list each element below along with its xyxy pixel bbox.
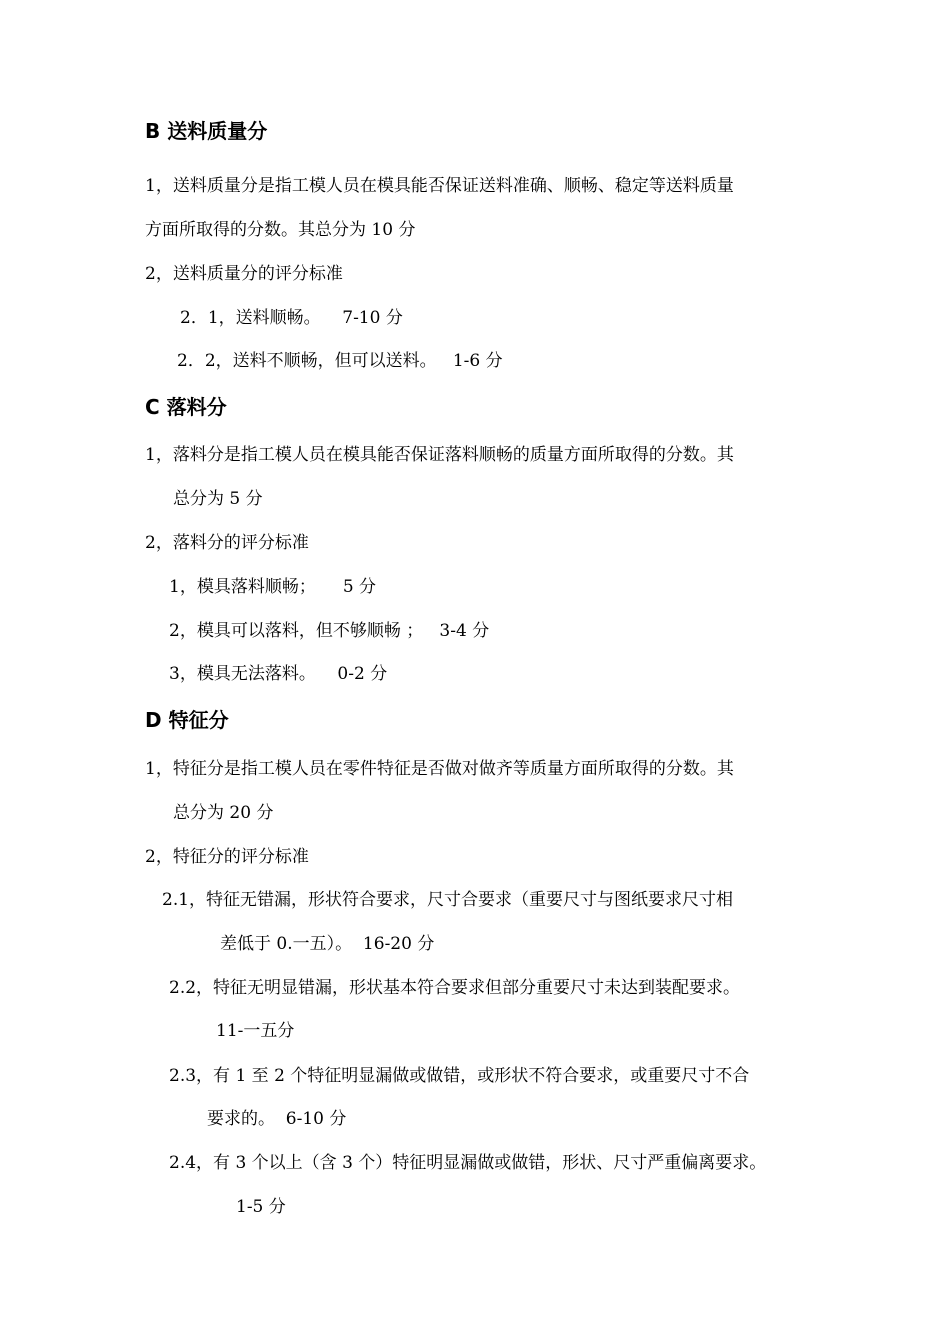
section-heading-b: B 送料质量分 bbox=[145, 119, 268, 143]
paragraph-line: 1，落料分是指工模人员在模具能否保证落料顺畅的质量方面所取得的分数。其 bbox=[145, 445, 734, 465]
criteria-line: 2.2，特征无明显错漏，形状基本符合要求但部分重要尺寸未达到装配要求。 bbox=[169, 978, 741, 998]
paragraph-line: 2，特征分的评分标准 bbox=[145, 847, 309, 867]
criteria-line: 1，模具落料顺畅； 5 分 bbox=[169, 577, 377, 597]
criteria-line: 要求的。 6-10 分 bbox=[207, 1109, 347, 1129]
paragraph-line: 1，特征分是指工模人员在零件特征是否做对做齐等质量方面所取得的分数。其 bbox=[145, 759, 734, 779]
section-heading-c: C 落料分 bbox=[145, 395, 227, 419]
paragraph-line: 总分为 5 分 bbox=[173, 489, 263, 509]
paragraph-line: 2，送料质量分的评分标准 bbox=[145, 264, 343, 284]
criteria-line: 1-5 分 bbox=[236, 1197, 286, 1217]
criteria-line: 3，模具无法落料。 0-2 分 bbox=[169, 664, 388, 684]
section-heading-d: D 特征分 bbox=[145, 708, 229, 732]
criteria-line: 2.3，有 1 至 2 个特征明显漏做或做错，或形状不符合要求，或重要尺寸不合 bbox=[169, 1066, 750, 1086]
paragraph-line: 2，落料分的评分标准 bbox=[145, 533, 309, 553]
paragraph-line: 1，送料质量分是指工模人员在模具能否保证送料准确、顺畅、稳定等送料质量 bbox=[145, 176, 734, 196]
criteria-line: 2．1，送料顺畅。 7-10 分 bbox=[180, 308, 403, 328]
criteria-line: 2.4，有 3 个以上（含 3 个）特征明显漏做或做错，形状、尺寸严重偏离要求。 bbox=[169, 1153, 767, 1173]
paragraph-line: 方面所取得的分数。其总分为 10 分 bbox=[145, 220, 416, 240]
criteria-line: 差低于 0.一五）。 16-20 分 bbox=[220, 934, 435, 954]
criteria-line: 11-一五分 bbox=[216, 1021, 295, 1041]
criteria-line: 2．2，送料不顺畅，但可以送料。 1-6 分 bbox=[177, 351, 503, 371]
criteria-line: 2，模具可以落料，但不够顺畅 ； 3-4 分 bbox=[169, 621, 490, 641]
paragraph-line: 总分为 20 分 bbox=[173, 803, 274, 823]
criteria-line: 2.1，特征无错漏，形状符合要求，尺寸合要求（重要尺寸与图纸要求尺寸相 bbox=[162, 890, 734, 910]
